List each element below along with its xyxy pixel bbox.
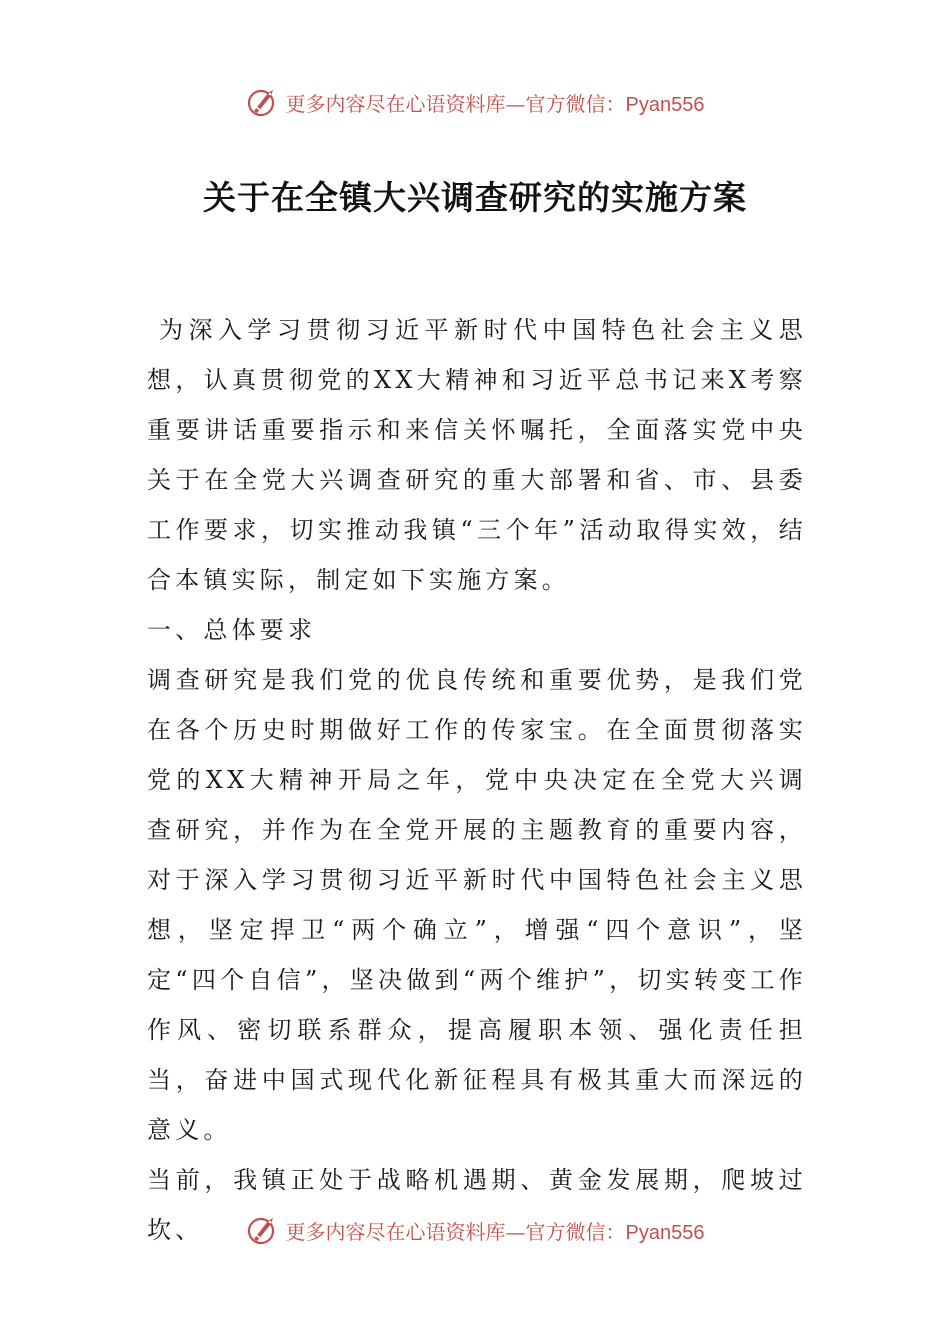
watermark-text: 更多内容尽在心语资料库—官方微信：Pyan556 <box>285 1219 705 1244</box>
pen-in-circle-icon <box>246 1213 280 1247</box>
paragraph-intro: 为深入学习贯彻习近平新时代中国特色社会主义思想，认真贯彻党的XX大精神和习近平总书记来X考察重要讲话重要指示和来信关怀嘱托，全面落实党中央关于在全党大兴调查研究的重大部署和省、市、县委工作要求，切实推动我镇“三个年”活动取得实效，结合本镇实际，制定如下实施方案。 <box>147 316 807 594</box>
paragraph-current: 当前，我镇正处于战略机遇期、黄金发展期，爬坡过坎、 <box>147 1166 807 1244</box>
pen-in-circle-icon <box>246 85 280 119</box>
document-title: 关于在全镇大兴调查研究的实施方案 <box>203 178 747 217</box>
wechat-id: Pyan556 <box>625 93 705 116</box>
wechat-id: Pyan556 <box>625 1221 705 1244</box>
footer-watermark <box>0 1210 950 1250</box>
section-heading: 一、总体要求 <box>147 616 317 644</box>
watermark-text: 更多内容尽在心语资料库—官方微信：Pyan556 <box>285 91 705 116</box>
paragraph-requirements: 调查研究是我们党的优良传统和重要优势，是我们党在各个历史时期做好工作的传家宝。在全面贯彻落实党的XX大精神开局之年，党中央决定在全党大兴调查研究，并作为在全党开展的主题教育的重要内容，对于深入学习贯彻习近平新时代中国特色社会主义思想，坚定捍卫“两个确立”，增强“四个意识”，坚定“四个自信”，坚决做到“两个维护”，切实转变工作作风、密切联系群众，提高履职本领、强化责任担当，奋进中国式现代化新征程具有极其重大而深远的意义。 <box>147 666 807 1144</box>
document-body <box>147 305 807 1255</box>
header-watermark <box>0 82 950 122</box>
